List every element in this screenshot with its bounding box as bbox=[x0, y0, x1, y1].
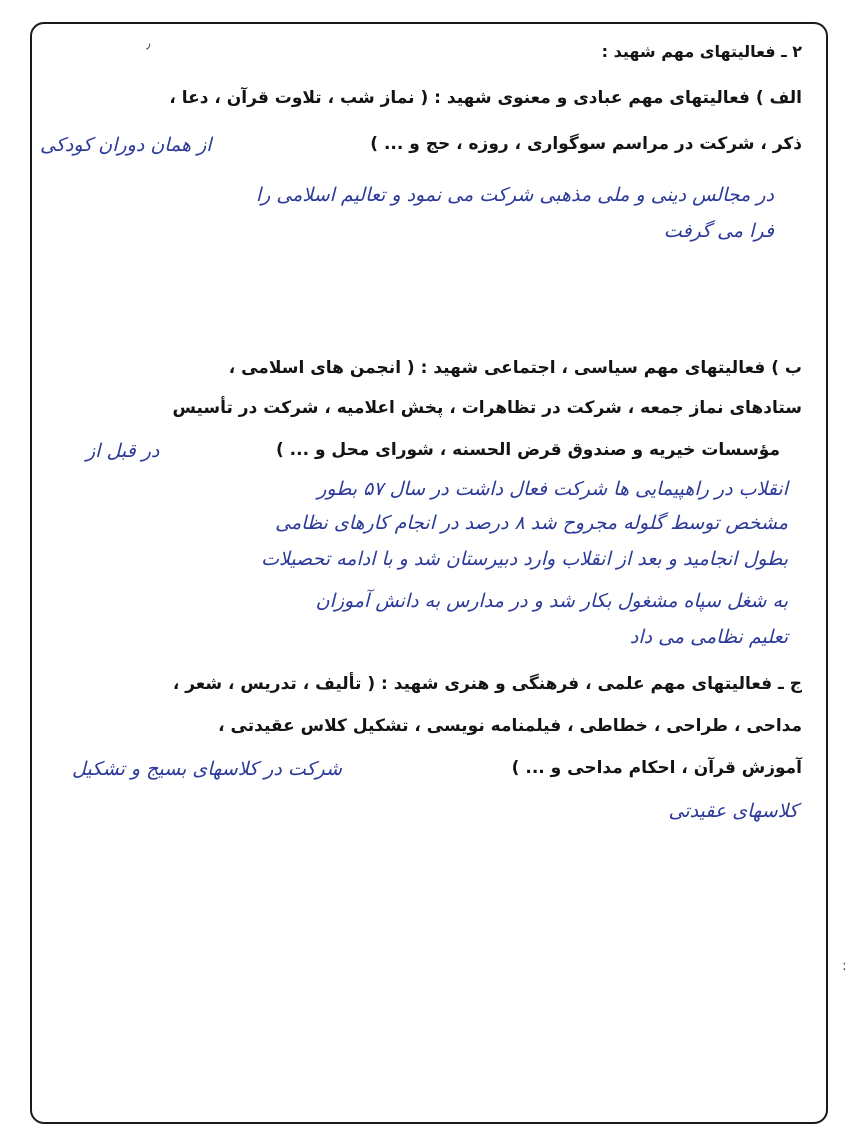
section-title: ۲ ـ فعالیتهای مهم شهید : bbox=[601, 42, 802, 61]
part-a-hand-3: فرا می گرفت bbox=[663, 220, 774, 242]
part-c-line-1: ج ـ فعالیتهای مهم علمی ، فرهنگی و هنری شهید : ( تألیف ، تدریس ، شعر ، bbox=[172, 674, 802, 694]
part-b-line-2: ستادهای نماز جمعه ، شرکت در تظاهرات ، پخش اعلامیه ، شرکت در تأسیس bbox=[172, 398, 802, 418]
part-c-hand-1: شرکت در کلاسهای بسیج و تشکیل bbox=[72, 758, 342, 780]
part-b-hand-1: در قبل از bbox=[86, 440, 160, 462]
part-b-line-3: مؤسسات خیریه و صندوق قرض الحسنه ، شورای محل و ... ) bbox=[275, 440, 780, 460]
part-a-line-1: الف ) فعالیتهای مهم عبادی و معنوی شهید : ( نماز شب ، تلاوت قرآن ، دعا ، bbox=[169, 88, 802, 108]
part-c-line-3: آموزش قرآن ، احکام مداحی و ... ) bbox=[511, 758, 802, 778]
part-b-hand-2: انقلاب در راهپیمایی ها شرکت فعال داشت در سال ۵۷ بطور bbox=[317, 478, 788, 500]
part-b-hand-3: مشخص توسط گلوله مجروح شد ۸ درصد در انجام کارهای نظامی bbox=[275, 512, 788, 534]
part-a-hand-2: در مجالس دینی و ملی مذهبی شرکت می نمود و تعالیم اسلامی را bbox=[255, 184, 774, 206]
part-c-line-2: مداحی ، طراحی ، خطاطی ، فیلمنامه نویسی ، تشکیل کلاس عقیدتی ، bbox=[218, 716, 802, 736]
part-a-line-2: ذکر ، شرکت در مراسم سوگواری ، روزه ، حج و ... ) bbox=[370, 134, 802, 154]
part-b-hand-4: بطول انجامید و بعد از انقلاب وارد دبیرستان شد و با ادامه تحصیلات bbox=[261, 548, 788, 570]
part-a-hand-1: از همان دوران کودکی bbox=[40, 134, 212, 156]
part-b-hand-5: به شغل سپاه مشغول بکار شد و در مدارس به دانش آموزان bbox=[315, 590, 788, 612]
part-b-hand-6: تعلیم نظامی می داد bbox=[629, 626, 788, 648]
part-b-line-1: ب ) فعالیتهای مهم سیاسی ، اجتماعی شهید : ( انجمن های اسلامی ، bbox=[228, 358, 802, 378]
stray-mark-top: ٫ bbox=[146, 36, 151, 52]
stray-mark-right: : bbox=[842, 958, 847, 974]
part-c-hand-2: کلاسهای عقیدتی bbox=[668, 800, 798, 822]
